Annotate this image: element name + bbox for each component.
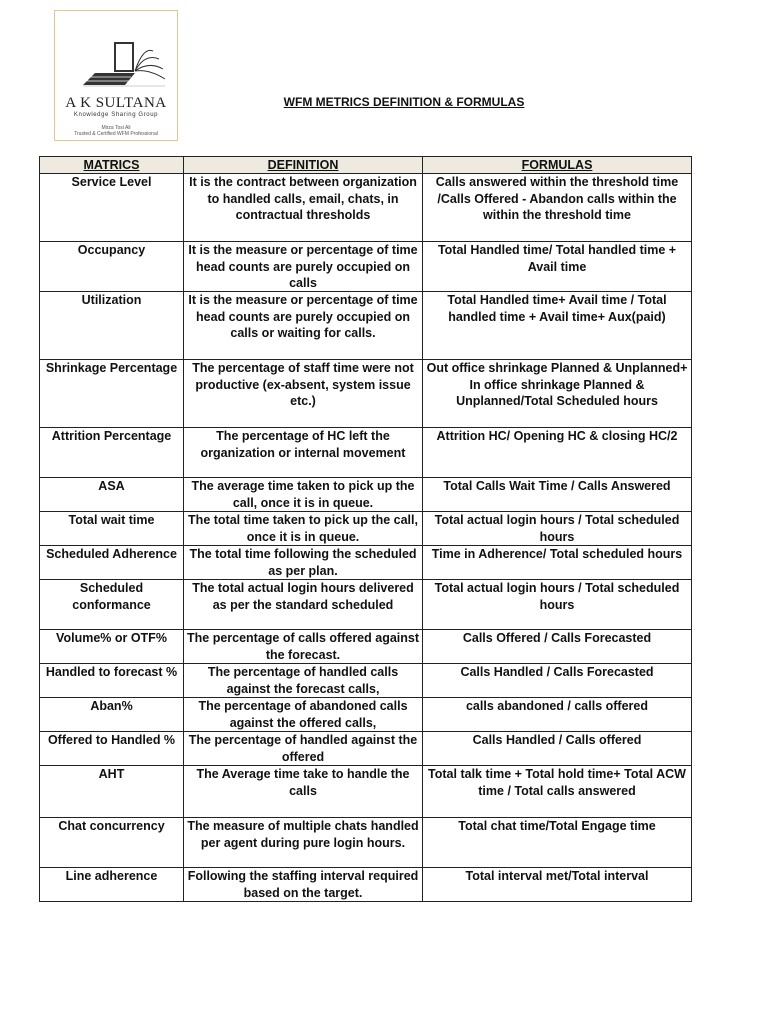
definition-cell: The percentage of staff time were not productive (ex-absent, system issue etc.) [184,360,423,428]
table-row [40,868,692,902]
document-title: WFM METRICS DEFINITION & FORMULAS [283,95,525,109]
metric-cell: Aban% [40,698,184,732]
metric-cell: Chat concurrency [40,818,184,868]
definition-cell: The percentage of handled calls against the forecast calls, [184,664,423,698]
table-row [40,664,692,698]
table-row [40,292,692,360]
formula-cell: Calls Offered / Calls Forecasted [423,630,692,664]
definition-cell: The total actual login hours delivered as per the standard scheduled [184,580,423,630]
metric-cell: Offered to Handled % [40,732,184,766]
formula-cell: Calls Handled / Calls Forecasted [423,664,692,698]
logo-brand: A K SULTANA [65,95,167,111]
definition-cell: The total time taken to pick up the call, once it is in queue. [184,512,423,546]
logo [54,10,178,141]
logo-author-credential: Trusted & Certified WFM Professional [74,131,158,137]
definition-cell: It is the measure or percentage of time head counts are purely occupied on calls or waiting for calls. [184,292,423,360]
column-header-metrics: MATRICS [40,157,184,174]
formula-cell: Calls Handled / Calls offered [423,732,692,766]
metric-cell: Handled to forecast % [40,664,184,698]
logo-tagline: Knowledge Sharing Group [73,112,159,118]
formula-cell: Total chat time/Total Engage time [423,818,692,868]
metric-cell: Utilization [40,292,184,360]
metric-cell: Line adherence [40,868,184,902]
table-row [40,428,692,478]
table-row [40,242,692,292]
metric-cell: Shrinkage Percentage [40,360,184,428]
definition-cell: The percentage of calls offered against the forecast. [184,630,423,664]
metric-cell: ASA [40,478,184,512]
definition-cell: The percentage of abandoned calls against the offered calls, [184,698,423,732]
definition-cell: The Average time take to handle the calls [184,766,423,818]
table-row [40,698,692,732]
table-row [40,580,692,630]
laptop-book-icon [65,33,169,93]
column-header-definition: DEFINITION [184,157,423,174]
definition-cell: The total time following the scheduled as per plan. [184,546,423,580]
formula-cell: Out office shrinkage Planned & Unplanned+ In office shrinkage Planned & Unplanned/Total Scheduled hours [423,360,692,428]
formula-cell: Calls answered within the threshold time /Calls Offered - Abandon calls within the within the threshold time [423,174,692,242]
metric-cell: Volume% or OTF% [40,630,184,664]
definition-cell: The percentage of HC left the organization or internal movement [184,428,423,478]
formula-cell: Total actual login hours / Total scheduled hours [423,512,692,546]
formula-cell: Total talk time + Total hold time+ Total ACW time / Total calls answered [423,766,692,818]
table-row [40,512,692,546]
definition-cell: The percentage of handled against the offered [184,732,423,766]
table-row [40,360,692,428]
definition-cell: The average time taken to pick up the call, once it is in queue. [184,478,423,512]
table-row [40,732,692,766]
definition-cell: The measure of multiple chats handled per agent during pure login hours. [184,818,423,868]
metrics-table [39,156,692,902]
table-row [40,818,692,868]
definition-cell: It is the contract between organization to handled calls, email, chats, in contractual thresholds [184,174,423,242]
metric-cell: Attrition Percentage [40,428,184,478]
table-row [40,174,692,242]
table-header-row [40,157,692,174]
table-row [40,478,692,512]
formula-cell: Time in Adherence/ Total scheduled hours [423,546,692,580]
table-row [40,766,692,818]
formula-cell: Total Handled time+ Avail time / Total handled time + Avail time+ Aux(paid) [423,292,692,360]
definition-cell: It is the measure or percentage of time head counts are purely occupied on calls [184,242,423,292]
table-row [40,630,692,664]
formula-cell: Total interval met/Total interval [423,868,692,902]
formula-cell: Attrition HC/ Opening HC & closing HC/2 [423,428,692,478]
logo-author-name: Mirza Tosi Ali [101,125,131,131]
formula-cell: Total actual login hours / Total scheduled hours [423,580,692,630]
formula-cell: calls abandoned / calls offered [423,698,692,732]
column-header-formulas: FORMULAS [423,157,692,174]
metric-cell: Occupancy [40,242,184,292]
metric-cell: AHT [40,766,184,818]
formula-cell: Total Handled time/ Total handled time + Avail time [423,242,692,292]
metric-cell: Service Level [40,174,184,242]
metric-cell: Scheduled Adherence [40,546,184,580]
table-row [40,546,692,580]
metric-cell: Scheduled conformance [40,580,184,630]
definition-cell: Following the staffing interval required based on the target. [184,868,423,902]
logo-author [55,125,177,137]
formula-cell: Total Calls Wait Time / Calls Answered [423,478,692,512]
metric-cell: Total wait time [40,512,184,546]
